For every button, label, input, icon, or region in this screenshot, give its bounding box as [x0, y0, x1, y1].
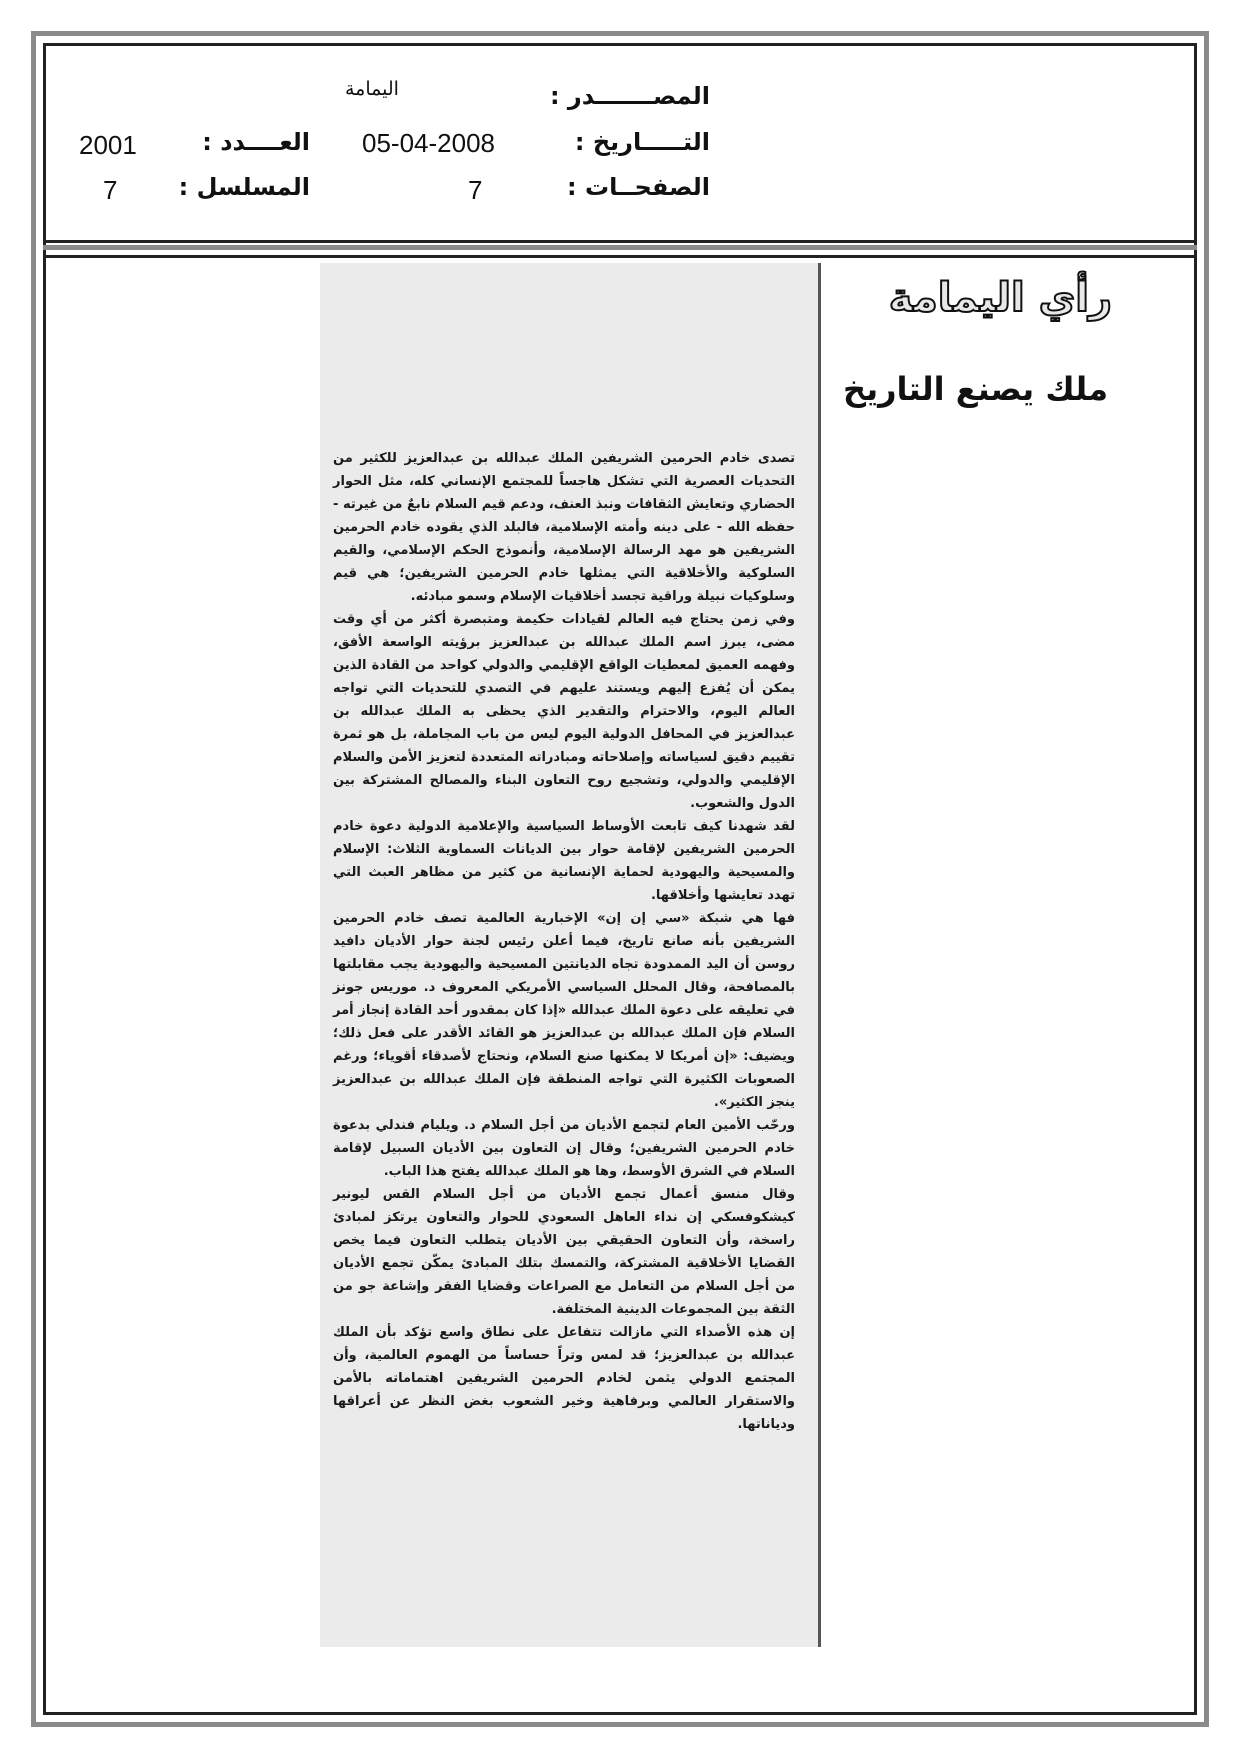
article-column-rule	[818, 263, 821, 1647]
serial-value: 7	[103, 175, 118, 205]
date-value: 05-04-2008	[362, 128, 495, 158]
article-paragraph: لقد شهدنا كيف تابعت الأوساط السياسية والإعلامية الدولية دعوة خادم الحرمين الشريفين لإقامة حوار بين الديانات السماوية الثلاث: الإسلام والمسيحية واليهودية لحماية الإنسانية من كثير من مظاهر العبث التي تهدد تعايشها وأخلاقها.	[333, 819, 795, 903]
date-label: التـــــاريخ :	[574, 128, 710, 156]
article-headline: ملك يصنع التاريخ	[843, 370, 1108, 408]
article-paragraph: فها هي شبكة «سي إن إن» الإخبارية العالمية تصف خادم الحرمين الشريفين بأنه صانع تاريخ، فيما أعلن رئيس لجنة حوار الأديان دافيد روسن أن اليد الممدودة تجاه الديانتين المسيحية واليهودية يجب مقابلتها بالمصافحة، وقال المحلل السياسي الأمريكي المعروف د. موريس جونز في تعليقه على دعوة الملك عبدالله «إذا كان بمقدور أحد القادة إنجاز أمر السلام فإن الملك عبدالله بن عبدالعزيز هو القائد الأقدر على فعل ذلك؛ ويضيف: «إن أمريكا لا يمكنها صنع السلام، ونحتاج لأصدقاء أقوياء؛ ورغم الصعوبات الكثيرة التي تواجه المنطقة فإن الملك عبدالله بن عبدالعزيز ينجز الكثير».	[333, 911, 795, 1110]
header-divider-top	[43, 240, 1197, 243]
source-label: المصـــــــدر :	[549, 82, 710, 110]
article-paragraph: إن هذه الأصداء التي مازالت تتفاعل على نطاق واسع تؤكد بأن الملك عبدالله بن عبدالعزيز؛ قد لمس وتراً حساساً من الهموم العالمية، وأن المجتمع الدولي يثمن لخادم الحرمين الشريفين اهتماماته بالأمن والاستقرار العالمي وبرفاهية وخير الشعوب بغض النظر عن أعراقها ودياناتها.	[333, 1325, 795, 1432]
article-paragraph: وقال منسق أعمال تجمع الأديان من أجل السلام القس ليونير كيشكوفسكي إن نداء العاهل السعودي للحوار والتعاون يرتكز لمبادئ راسخة، وأن التعاون الحقيقي بين الأديان يتطلب التعاون فيما يخص القضايا الأخلاقية المشتركة، والتمسك بتلك المبادئ يمكّن تجمع الأديان من أجل السلام من التعامل مع الصراعات وقضايا الفقر وإشاعة جو من الثقة بين المجموعات الدينية المختلفة.	[333, 1187, 795, 1317]
serial-label: المسلسل :	[178, 173, 310, 201]
pages-label: الصفحــات :	[567, 173, 710, 201]
article-paragraph: ورحّب الأمين العام لتجمع الأديان من أجل السلام د. ويليام فندلي بدعوة خادم الحرمين الشريفين؛ وقال إن التعاون بين الأديان السبيل لإقامة السلام في الشرق الأوسط، وها هو الملك عبدالله يفتح هذا الباب.	[333, 1118, 795, 1179]
column-masthead: رأي اليمامة	[888, 275, 1112, 321]
header-divider-bottom	[43, 255, 1197, 258]
issue-label: العــــدد :	[202, 128, 310, 156]
article-body	[333, 447, 795, 1436]
header-divider-middle	[43, 245, 1197, 250]
issue-value: 2001	[79, 130, 137, 160]
article-paragraph: تصدى خادم الحرمين الشريفين الملك عبدالله بن عبدالعزيز للكثير من التحديات العصرية التي تشكل هاجساً للمجتمع الإنساني كله، مثل الحوار الحضاري وتعايش الثقافات ونبذ العنف، ودعم قيم السلام نابعٌ من غيرته - حفظه الله - على دينه وأمته الإسلامية، فالبلد الذي يقوده خادم الحرمين الشريفين هو مهد الرسالة الإسلامية، وأنموذج الحكم الإسلامي، والقيم السلوكية والأخلاقية التي يمثلها خادم الحرمين الشريفين؛ هي قيم وسلوكيات نبيلة وراقية تجسد أخلاقيات الإسلام وسمو مبادئه.	[333, 451, 795, 604]
pages-value: 7	[468, 175, 483, 205]
article-paragraph: وفي زمن يحتاج فيه العالم لقيادات حكيمة ومتبصرة أكثر من أي وقت مضى، يبرز اسم الملك عبدالله بن عبدالعزيز برؤيته الواسعة الأفق، وفهمه العميق لمعطيات الواقع الإقليمي والدولي كواحد من القادة الذين يمكن أن يُفزع إليهم ويستند عليهم في التصدي للتحديات التي تواجه العالم اليوم، والاحترام والتقدير الذي يحظى به الملك عبدالله بن عبدالعزيز في المحافل الدولية اليوم ليس من باب المجاملة، بل هو ثمرة تقييم دقيق لسياساته وإصلاحاته ومبادراته المتعددة لتعزيز الأمن والسلام الإقليمي والدولي، وتشجيع روح التعاون البناء والمصالح المشتركة بين الدول والشعوب.	[333, 612, 795, 811]
source-value: اليمامة	[345, 78, 399, 100]
